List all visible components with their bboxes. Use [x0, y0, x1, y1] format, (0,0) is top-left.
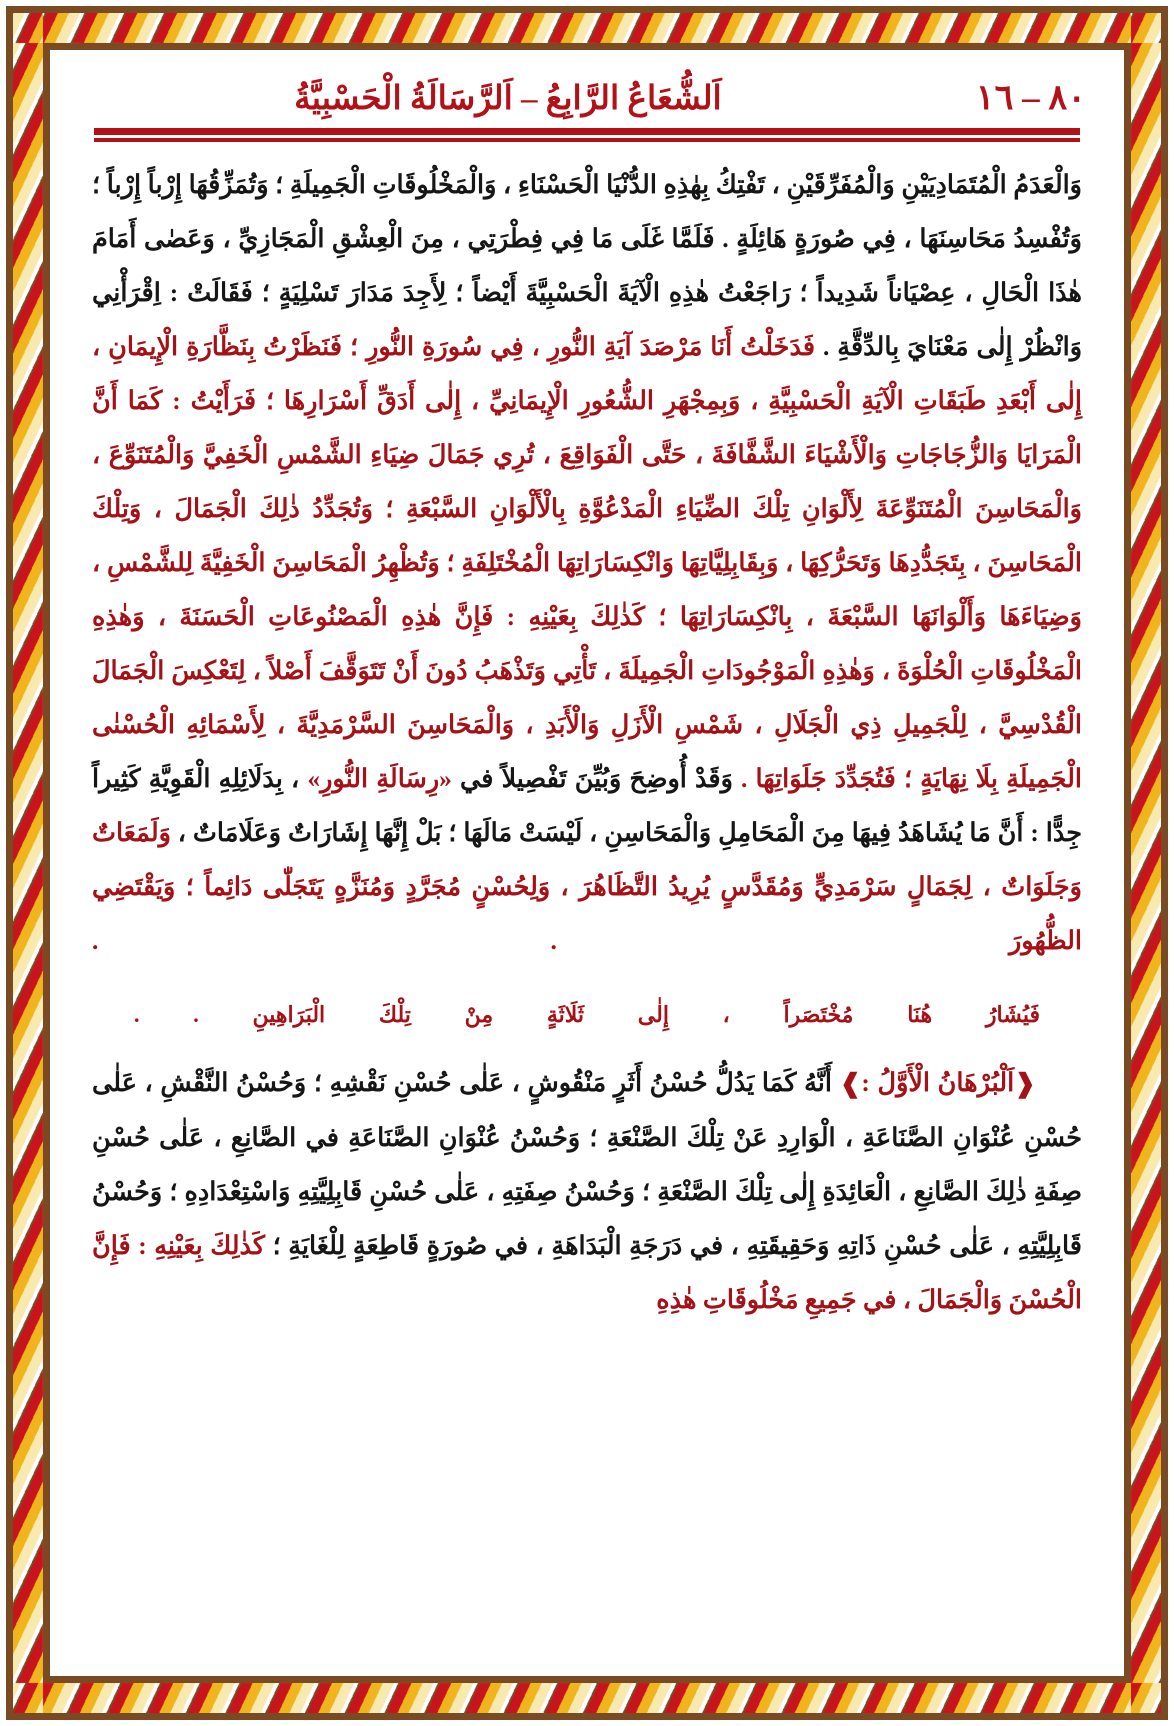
paragraph-two [92, 1056, 1082, 1327]
page-body [50, 142, 1124, 1327]
text-run-red-1: فَدَخَلْتُ أَنَا مَرْصَدَ آيَةِ النُّورِ ، فِي سُورَةِ النُّورِ ؛ فَنَظَرْتُ بِنَظَّارَةِ الْإِيمَانِ ، إِلٰى أَبْعَدِ طَبَقَاتِ الْآيَةِ الْحَسْبِيَّةِ ، وَبِمِجْهَرِ الشُّعُورِ الْإِيمَانِيِّ ، إِلٰى أَدَقِّ أَسْرَارِهَا ؛ فَرَأَيْتُ : كَمَا أَنَّ الْمَرَايَا وَالزُّجَاجَاتِ وَالْأَشْيَاءَ الشَّفَّافَةَ ، حَتَّى الْفَوَاقِعَ ، تُرِي جَمَالَ ضِيَاءِ الشَّمْسِ الْخَفِيَّ وَالْمُتَنَوِّعَ ، وَالْمَحَاسِنَ الْمُتَنَوِّعَةَ لِأَلْوَانِ تِلْكَ الضِّيَاءِ الْمَدْعُوَّةِ بِالْأَلْوَانِ السَّبْعَةِ ؛ وَتُجَدِّدُ ذٰلِكَ الْجَمَالَ ، وَتِلْكَ الْمَحَاسِنَ ، بِتَجَدُّدِهَا وَتَحَرُّكِهَا ، وَبِقَابِلِيَّاتِهَا وَانْكِسَارَاتِهَا الْمُخْتَلِفَةِ ؛ وَتُظْهِرُ الْمَحَاسِنَ الْخَفِيَّةَ لِلشَّمْسِ ، وَضِيَاءَهَا وَأَلْوَانَهَا السَّبْعَةَ ، بِانْكِسَارَاتِهَا ؛ كَذٰلِكَ بِعَيْنِهِ : فَإِنَّ هٰذِهِ الْمَصْنُوعَاتِ الْحَسَنَةَ ، وَهٰذِهِ الْمَخْلُوقَاتِ الْحُلْوَةَ ، وَهٰذِهِ الْمَوْجُودَاتِ الْجَمِيلَةَ ، تَأْتِي وَتَذْهَبُ دُونَ أَنْ تَتَوَقَّفَ أَصْلاً ، لِتَعْكِسَ الْجَمَالَ الْقُدْسِيَّ ، لِلْجَمِيلِ ذِي الْجَلَالِ ، شَمْسِ الْأَزَلِ وَالْأَبَدِ ، وَالْمَحَاسِنَ السَّرْمَدِيَّةَ ، لِأَسْمَائِهِ الْحُسْنٰى الْجَمِيلَةِ بِلَا نِهَايَةٍ ؛ فَتُجَدِّدَ جَلَوَاتِهَا . [92, 332, 1082, 793]
text-run-red-3: «رِسَالَةِ النُّورِ» [307, 764, 452, 793]
text-run-black-2: وَقَدْ أُوضِحَ وَبُيِّنَ تَفْصِيلاً في [451, 764, 733, 793]
text-run-black-0: أَنَّهُ كَمَا يَدُلُّ حُسْنُ أَثَرٍ مَنْقُوشٍ ، عَلٰى حُسْنِ نَقْشِهِ ؛ وَحُسْنُ النَّقْشِ ، عَلٰى حُسْنِ عُنْوَانِ الصَّنَاعَةِ ، الْوَارِدِ عَنْ تِلْكَ الصَّنْعَةِ ؛ وَحُسْنُ عُنْوَانِ الصَّنَاعَةِ في الصَّانِعِ ، عَلٰى حُسْنِ صِفَةِ ذٰلِكَ الصَّانِعِ ، الْعَائِدَةِ إِلٰى تِلْكَ الصَّنْعَةِ ؛ وَحُسْنُ صِفَتِهِ ، عَلٰى حُسْنِ قَابِلِيَّتِهِ وَاسْتِعْدَادِهِ ؛ وَحُسْنُ قَابِلِيَّتِهِ ، عَلٰى حُسْنِ ذَاتِهِ وَحَقِيقَتِهِ ، في دَرَجَةِ الْبَدَاهَةِ ، في صُورَةٍ قَاطِعَةٍ لِلْغَايَةِ ؛ [92, 1068, 1082, 1260]
proof-heading-label: اَلْبُرْهَانُ الْأَوَّلُ : [861, 1068, 1015, 1097]
text-run-black-0: وَالْعَدَمُ الْمُتَمَادِيَيْنِ وَالْمُفَرِّقَيْنِ ، تَفْتِكُ بِهٰذِهِ الدُّنْيَا الْحَسْنَاءِ ، وَالْمَخْلُوقَاتِ الْجَمِيلَةِ ؛ وَتُمَزِّقُهَا إِرْباً إِرْباً ؛ وَتُفْسِدُ مَحَاسِنَهَا ، فِي صُورَةٍ هَائِلَةٍ . فَلَمَّا غَلَى مَا فِي فِطْرَتِي ، مِنَ الْعِشْقِ الْمَجَازِيِّ ، وَعَصٰى أَمَامَ هٰذَا الْحَالِ ، عِصْيَاناً شَدِيداً ؛ رَاجَعْتُ هٰذِهِ الْآيَةَ الْحَسْبِيَّةَ أَيْضاً ؛ لِأَجِدَ مَدَارَ تَسْلِيَةٍ ؛ فَقَالَتْ : اِقْرَأْنِي وَانْظُرْ إِلٰى مَعْنَايَ بِالدِّقَّةِ . [92, 170, 1083, 361]
paragraph-one [92, 158, 1082, 968]
ornament-bracket-open-icon: ❰ [1014, 1069, 1037, 1098]
header-divider-thick-line [94, 128, 1080, 135]
text-run-red-1: كَذٰلِكَ بِعَيْنِهِ : فَإِنَّ الْحُسْنَ وَالْجَمَالَ ، في جَمِيعِ مَخْلُوقَاتِ هٰذِهِ [92, 1231, 1082, 1314]
text-run-black-4: ، بِدَلَائِلِهِ الْقَوِيَّةِ كَثِيراً جِدًّا : أَنَّ مَا يُشَاهَدُ فِيهَا مِنَ الْمَحَامِلِ وَالْمَحَاسِنِ ، لَيْسَتْ مَالَهَا ؛ بَلْ إِنَّهَا إِشَارَاتٌ وَعَلَامَاتٌ ، [92, 764, 1082, 847]
center-note-line: فَيُشَارُ هُنَا مُخْتَصَراً ، إِلٰى ثَلَاثَةٍ مِنْ تِلْكَ الْبَرَاهِينِ . . [134, 1002, 1040, 1027]
page-header [50, 50, 1124, 118]
page-header-title: اَلشُّعَاعُ الرَّابِعُ – اَلرَّسَالَةُ الْحَسْبِيَّةُ [294, 81, 722, 117]
header-divider [94, 128, 1080, 142]
ornament-bracket-close-icon: ❱ [839, 1069, 862, 1098]
page-number: ٨٠ – ١٦ [975, 78, 1086, 117]
page-content-area [50, 50, 1124, 1676]
text-run-red-5: وَلَمَعَاتٌ وَجَلَوَاتٌ ، لِجَمَالٍ سَرْمَدِيٍّ وَمُقَدَّسٍ يُرِيدُ التَّظَاهُرَ ، وَلِحُسْنٍ مُجَرَّدٍ وَمُنَزَّهٍ يَتَجَلّٰى دَائِماً ؛ وَيَقْتَضِي الظُّهُورَ . . [92, 818, 1082, 955]
